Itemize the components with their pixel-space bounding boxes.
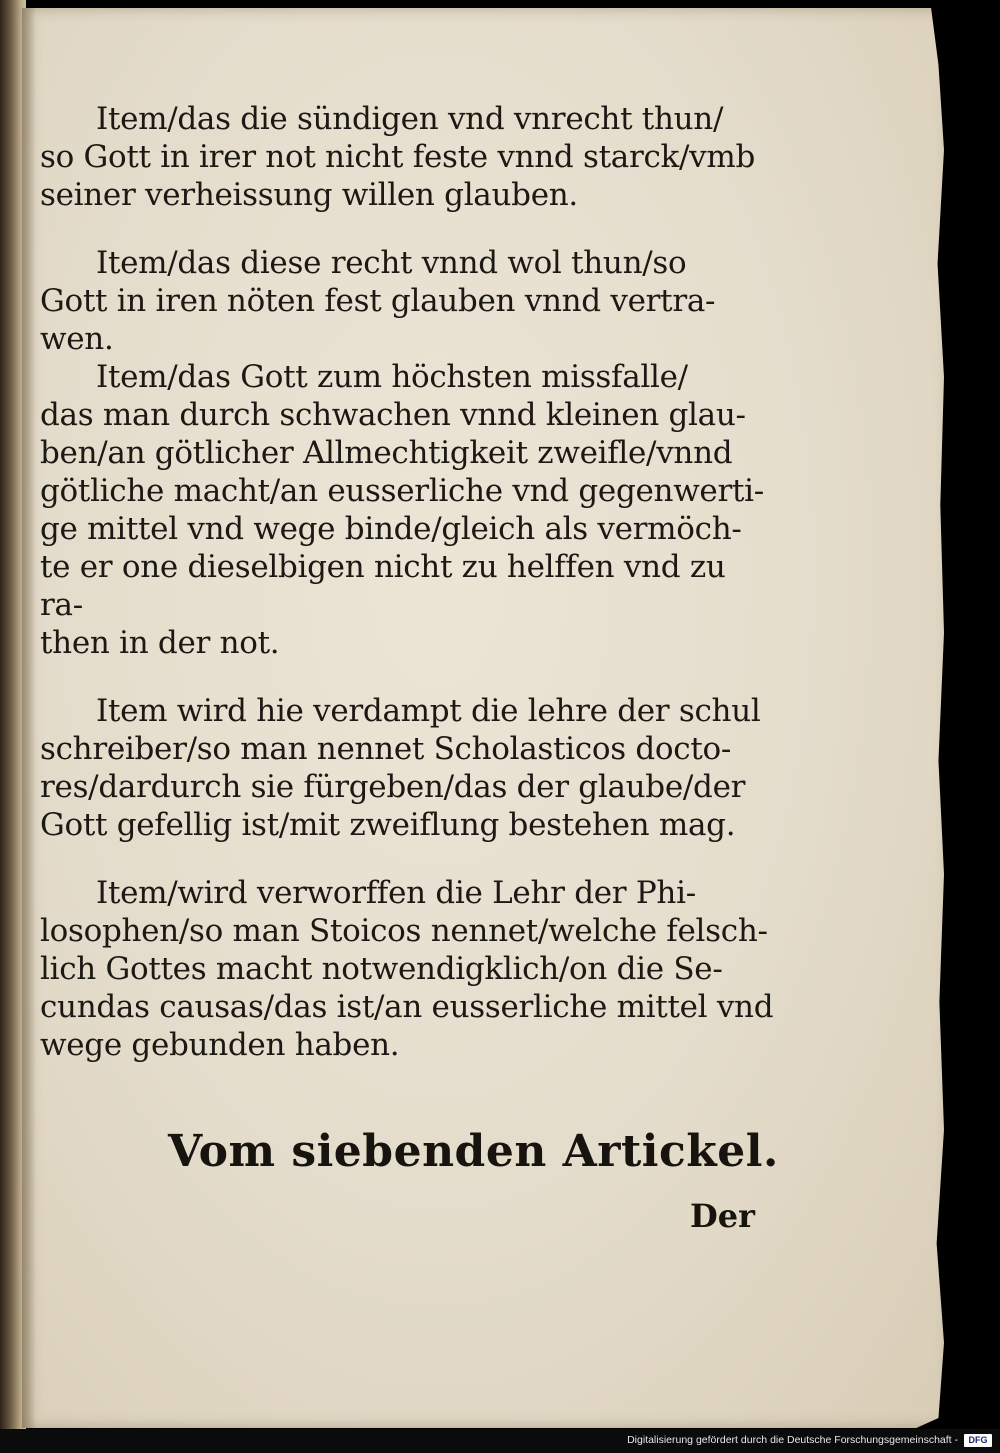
paragraph-1: Item/das die sündigen vnd vnrecht thun/ so Gott in irer not nicht feste vnnd starck/vmb seiner verheissung willen glauben. xyxy=(40,101,756,213)
catchword: Der xyxy=(690,1197,755,1235)
paragraph-4: Item wird hie verdampt die lehre der schul schreiber/so man nennet Scholasticos docto- res/dardurch sie fürgeben/das der glaube/der Gott gefellig ist/mit zweiflung bestehen mag. xyxy=(40,693,761,843)
paragraph-5: Item/wird verworffen die Lehr der Phi- losophen/so man Stoicos nennet/welche felsch- lich Gottes macht notwendigklich/on die Se- cundas causas/das ist/an eusserliche mittel vnd wege gebunden haben. xyxy=(40,875,774,1063)
digitization-credit: Digitalisierung gefördert durch die Deutsche Forschungsgemeinschaft - xyxy=(627,1434,958,1446)
body-text xyxy=(40,100,775,1064)
paragraph-2: Item/das diese recht vnnd wol thun/so Gott in iren nöten fest glauben vnnd vertra- wen. xyxy=(40,245,716,357)
dfg-logo: DFG xyxy=(964,1434,992,1447)
paragraph-3: Item/das Gott zum höchsten missfalle/ das man durch schwachen vnnd kleinen glau- ben/an götlicher Allmechtigkeit zweifle/vnnd götliche macht/an eusserliche vnd gegenwerti- ge mittel vnd wege binde/gleich als vermöch- te er one dieselbigen nicht zu helffen vnd zu ra- then in der not. xyxy=(40,359,764,661)
footer-bar xyxy=(0,1429,1000,1453)
section-heading: Vom siebenden Artickel. xyxy=(168,1126,779,1177)
